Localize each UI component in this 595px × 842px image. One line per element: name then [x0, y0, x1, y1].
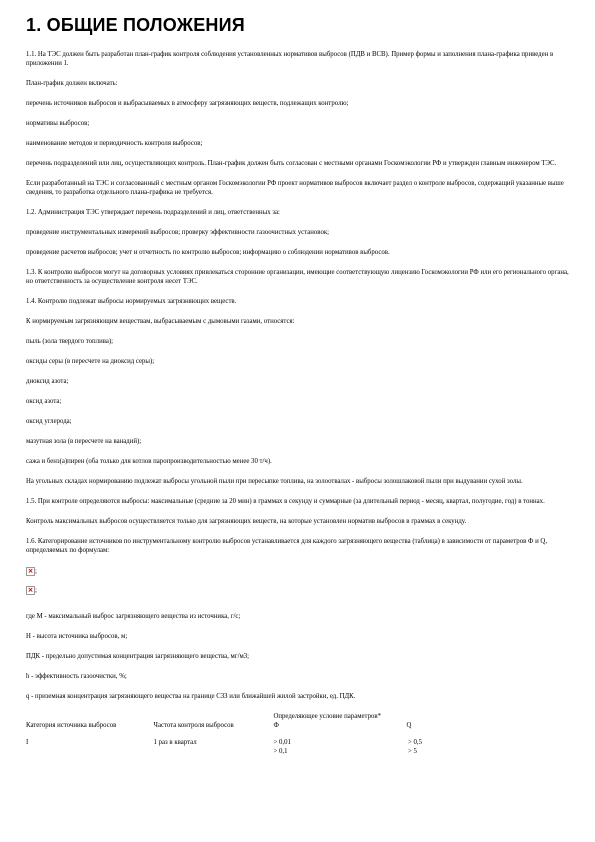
- paragraph-1-3: 1.3. К контролю выбросов могут на договорных условиях привлекаться сторонние организации, имеющие соответствующую лицензию Госкомэкологии РФ или его регионального органа, но ответственность за осуществление контроля несет ТЭС.: [26, 269, 569, 285]
- formula-line-2: [26, 585, 569, 596]
- formula-separator: ;: [35, 587, 37, 594]
- table-cell-f: > 0,01 > 0,1: [273, 739, 291, 755]
- list-item-norms: нормативы выбросов;: [26, 120, 90, 127]
- pollutant-soot: сажа и бенз(а)пирен (оба только для котлов паропроизводительностью менее 30 т/ч).: [26, 458, 272, 465]
- param-q-label: Q: [406, 722, 412, 729]
- table-header-category: Категория источника выбросов: [26, 722, 117, 729]
- definition-h-height: Н - высота источника выбросов, м;: [26, 633, 128, 640]
- paragraph-coal-storage: На угольных складах нормированию подлежат выбросы угольной пыли при пересыпке топлива, на золоотвалах - выбросы золошлаковой пыли при выдувании сухой золы.: [26, 478, 523, 485]
- paragraph-1-2: 1.2. Администрация ТЭС утверждает перечень подразделений и лиц, ответственных за:: [26, 209, 280, 216]
- pollutant-carbon-oxide: оксид углерода;: [26, 418, 72, 425]
- paragraph-project: Если разработанный на ТЭС и согласованный с местным органом Госкомэкологии РФ проект нормативов выбросов включает раздел о контроле выбросов, содержащий указанные выше сведения, то разработка отдельного плана-графика не требуется.: [26, 180, 564, 196]
- paragraph-plan-intro: План-график должен включать:: [26, 80, 118, 87]
- list-item-sources: перечень источников выбросов и выбрасываемых в атмосферу загрязняющих веществ, подлежащих контролю;: [26, 100, 349, 107]
- paragraph-1-5: 1.5. При контроле определяются выбросы: максимальные (средние за 20 мин) в граммах в секунду и суммарные (за длительный период - месяц, квартал, полугодие, год) в тоннах.: [26, 498, 545, 505]
- paragraph-pollutants-intro: К нормируемым загрязняющим веществам, выбрасываемым с дымовыми газами, относятся:: [26, 318, 295, 325]
- pollutant-nitrogen-dioxide: диоксид азота;: [26, 378, 69, 385]
- definition-h-efficiency: h - эффективность газоочистки, %;: [26, 673, 127, 680]
- pollutant-sulfur-oxides: оксиды серы (в пересчете на диоксид серы);: [26, 358, 155, 365]
- pollutant-fuel-oil-ash: мазутная зола (в пересчете на ванадий);: [26, 438, 142, 445]
- formula-separator: ;: [35, 568, 37, 575]
- paragraph-1-6: 1.6. Категорирование источников по инструментальному контролю выбросов устанавливается для каждого загрязняющего вещества (таблица) в зависимости от параметров Ф и Q, определяемых по формулам:: [26, 538, 548, 554]
- paragraph-1-1: 1.1. На ТЭС должен быть разработан план-график контроля соблюдения установленных нормативов выбросов (ПДВ и ВСВ). Пример формы и заполнения плана-графика приведен в приложении 1.: [26, 51, 554, 67]
- list-item-calculations: проведение расчетов выбросов; учет и отчетность по контролю выбросов; информацию о соблюдении нормативов выбросов.: [26, 249, 390, 256]
- pollutant-nitrogen-oxide: оксид азота;: [26, 398, 62, 405]
- broken-image-icon: ×: [27, 566, 34, 575]
- definition-q: q - приземная концентрация загрязняющего вещества на границе СЗЗ или ближайшей жилой застройки, ед. ПДК.: [26, 693, 356, 700]
- pollutant-ash: пыль (зола твердого топлива);: [26, 338, 113, 345]
- table-header-condition: Определяющее условие параметров* Ф Q: [273, 713, 412, 729]
- table-header-frequency: Частота контроля выбросов: [153, 722, 234, 729]
- section-heading: 1. ОБЩИЕ ПОЛОЖЕНИЯ: [26, 15, 245, 35]
- param-f-label: Ф: [273, 722, 279, 729]
- paragraph-max-emissions: Контроль максимальных выбросов осуществляется только для загрязняющих веществ, на которые установлен норматив выбросов в граммах в секунду.: [26, 518, 467, 525]
- table-cell-category: I: [26, 739, 29, 746]
- categories-table: [26, 712, 466, 758]
- definition-m: где М - максимальный выброс загрязняющего вещества из источника, г/с;: [26, 613, 241, 620]
- definition-pdk: ПДК - предельно допустимая концентрация загрязняющего вещества, мг/м3;: [26, 653, 250, 660]
- table-cell-frequency: 1 раз в квартал: [153, 739, 197, 746]
- list-item-methods: наименование методов и периодичность контроля выбросов;: [26, 140, 203, 147]
- list-item-responsible: перечень подразделений или лиц, осуществляющих контроль. План-график должен быть согласован с местными органами Госкомэкологии РФ и утвержден главным инженером ТЭС.: [26, 160, 557, 167]
- paragraph-1-4: 1.4. Контролю подлежат выбросы нормируемых загрязняющих веществ.: [26, 298, 237, 305]
- table-row: [26, 738, 466, 758]
- table-cell-q: > 0,5 > 5: [407, 739, 422, 755]
- table-header-row: [26, 712, 466, 732]
- broken-image-icon: ×: [27, 585, 34, 594]
- formula-line-1: [26, 566, 569, 577]
- list-item-measurements: проведение инструментальных измерений выбросов; проверку эффективности газоочистных установок;: [26, 229, 330, 236]
